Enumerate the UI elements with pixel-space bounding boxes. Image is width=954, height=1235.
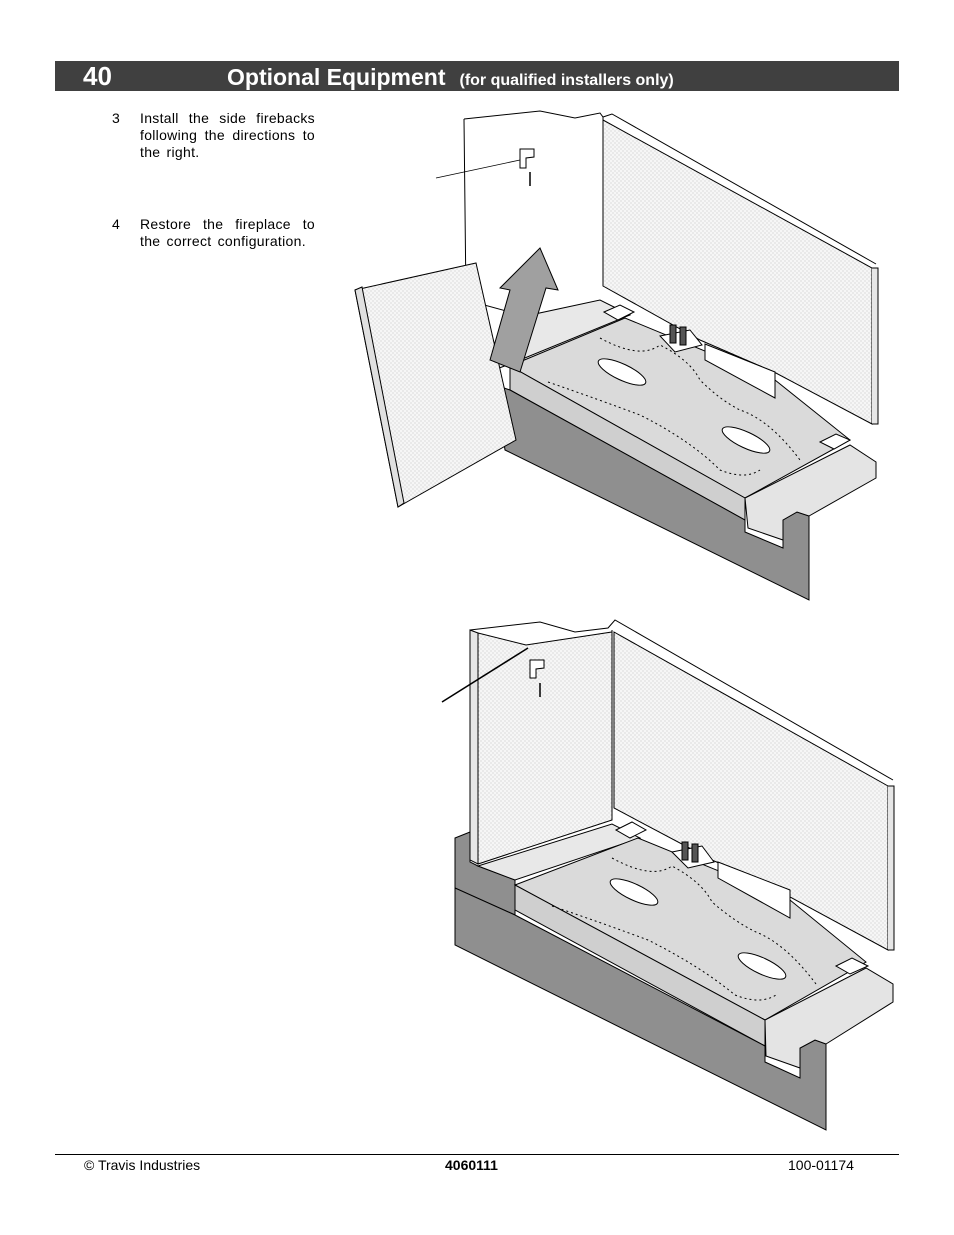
footer-document-number: 4060111 bbox=[445, 1157, 498, 1173]
page-number: 40 bbox=[83, 61, 112, 91]
diagram-top bbox=[355, 111, 878, 600]
footer-divider bbox=[55, 1154, 899, 1155]
footer-copyright: © Travis Industries bbox=[84, 1157, 201, 1173]
step-number: 4 bbox=[112, 216, 120, 232]
page-subtitle: (for qualified installers only) bbox=[459, 72, 674, 89]
page-title-text: Optional Equipment bbox=[227, 64, 446, 90]
step-number: 3 bbox=[112, 110, 120, 126]
bracket-icon bbox=[520, 149, 534, 168]
diagram-bottom bbox=[442, 620, 894, 1130]
step-text: Restore the fireplace to the correct configuration. bbox=[140, 216, 315, 249]
footer-part-number: 100-01174 bbox=[788, 1157, 854, 1173]
step-text: Install the side firebacks following the directions to the right. bbox=[140, 110, 315, 160]
